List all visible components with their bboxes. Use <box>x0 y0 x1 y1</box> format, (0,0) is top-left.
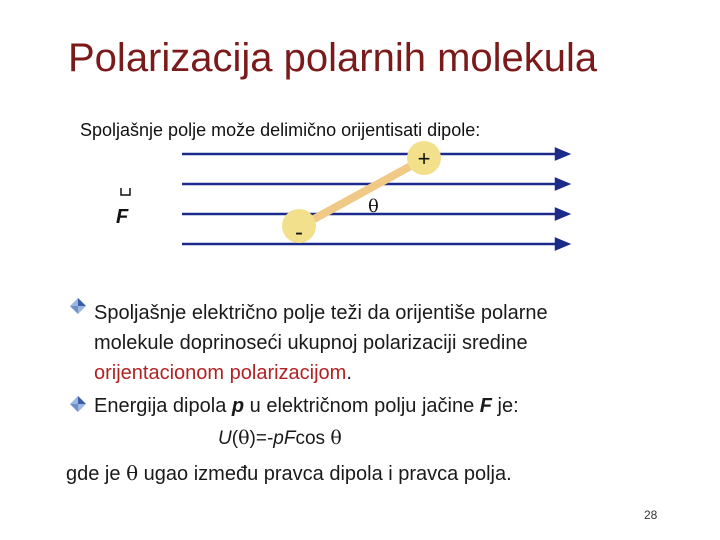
dipole-axis <box>303 162 418 225</box>
formula-pF: pF <box>273 428 296 449</box>
bullet-1-line-3 <box>94 361 352 386</box>
field-strength-symbol: F <box>479 395 492 417</box>
field-symbol-label: F <box>116 206 129 228</box>
period: . <box>346 362 352 384</box>
formula-theta-2: θ <box>330 427 342 449</box>
definition-suffix: ugao između pravca dipola i pravca polja. <box>138 463 512 485</box>
angle-definition <box>66 461 512 487</box>
bullet-2-line <box>94 394 519 419</box>
formula-open: ( <box>231 428 239 449</box>
field-vector-symbol <box>116 188 130 228</box>
bullet-2-middle: u električnom polju jačine <box>244 395 480 417</box>
highlight-term: orijentacionom polarizacijom <box>94 362 347 384</box>
bullet-diamond-icon <box>70 396 86 412</box>
field-arrowhead-4 <box>556 239 568 249</box>
slide-title: Polarizacija polarnih molekula <box>68 36 598 80</box>
formula-eq: )=- <box>249 428 274 449</box>
definition-prefix: gde je <box>66 463 127 485</box>
slide-subtitle: Spoljašnje polje može delimično orijentisati dipole: <box>80 120 481 140</box>
field-arrowhead-1 <box>556 149 568 159</box>
formula-cos: cos <box>295 428 331 449</box>
bullet-2-suffix: je: <box>492 395 519 417</box>
page-number: 28 <box>644 508 658 522</box>
positive-charge-label: + <box>417 146 431 171</box>
field-arrowhead-3 <box>556 209 568 219</box>
angle-symbol: θ <box>368 196 379 217</box>
negative-charge-label: - <box>295 219 303 246</box>
formula-U: U <box>218 428 232 449</box>
dipole-symbol: p <box>231 395 245 417</box>
formula-theta: θ <box>238 427 250 449</box>
bullet-1-line-2: molekule doprinoseći ukupnoj polarizaciji sredine <box>94 332 528 354</box>
bullet-2-prefix: Energija dipola <box>94 395 232 417</box>
bullet-diamond-icon <box>70 298 86 314</box>
field-arrowhead-2 <box>556 179 568 189</box>
bullet-1-line-1: Spoljašnje električno polje teži da orijentiše polarne <box>94 302 548 324</box>
energy-formula <box>218 426 342 451</box>
definition-theta: θ <box>126 461 139 485</box>
vector-mark-icon <box>121 188 130 195</box>
